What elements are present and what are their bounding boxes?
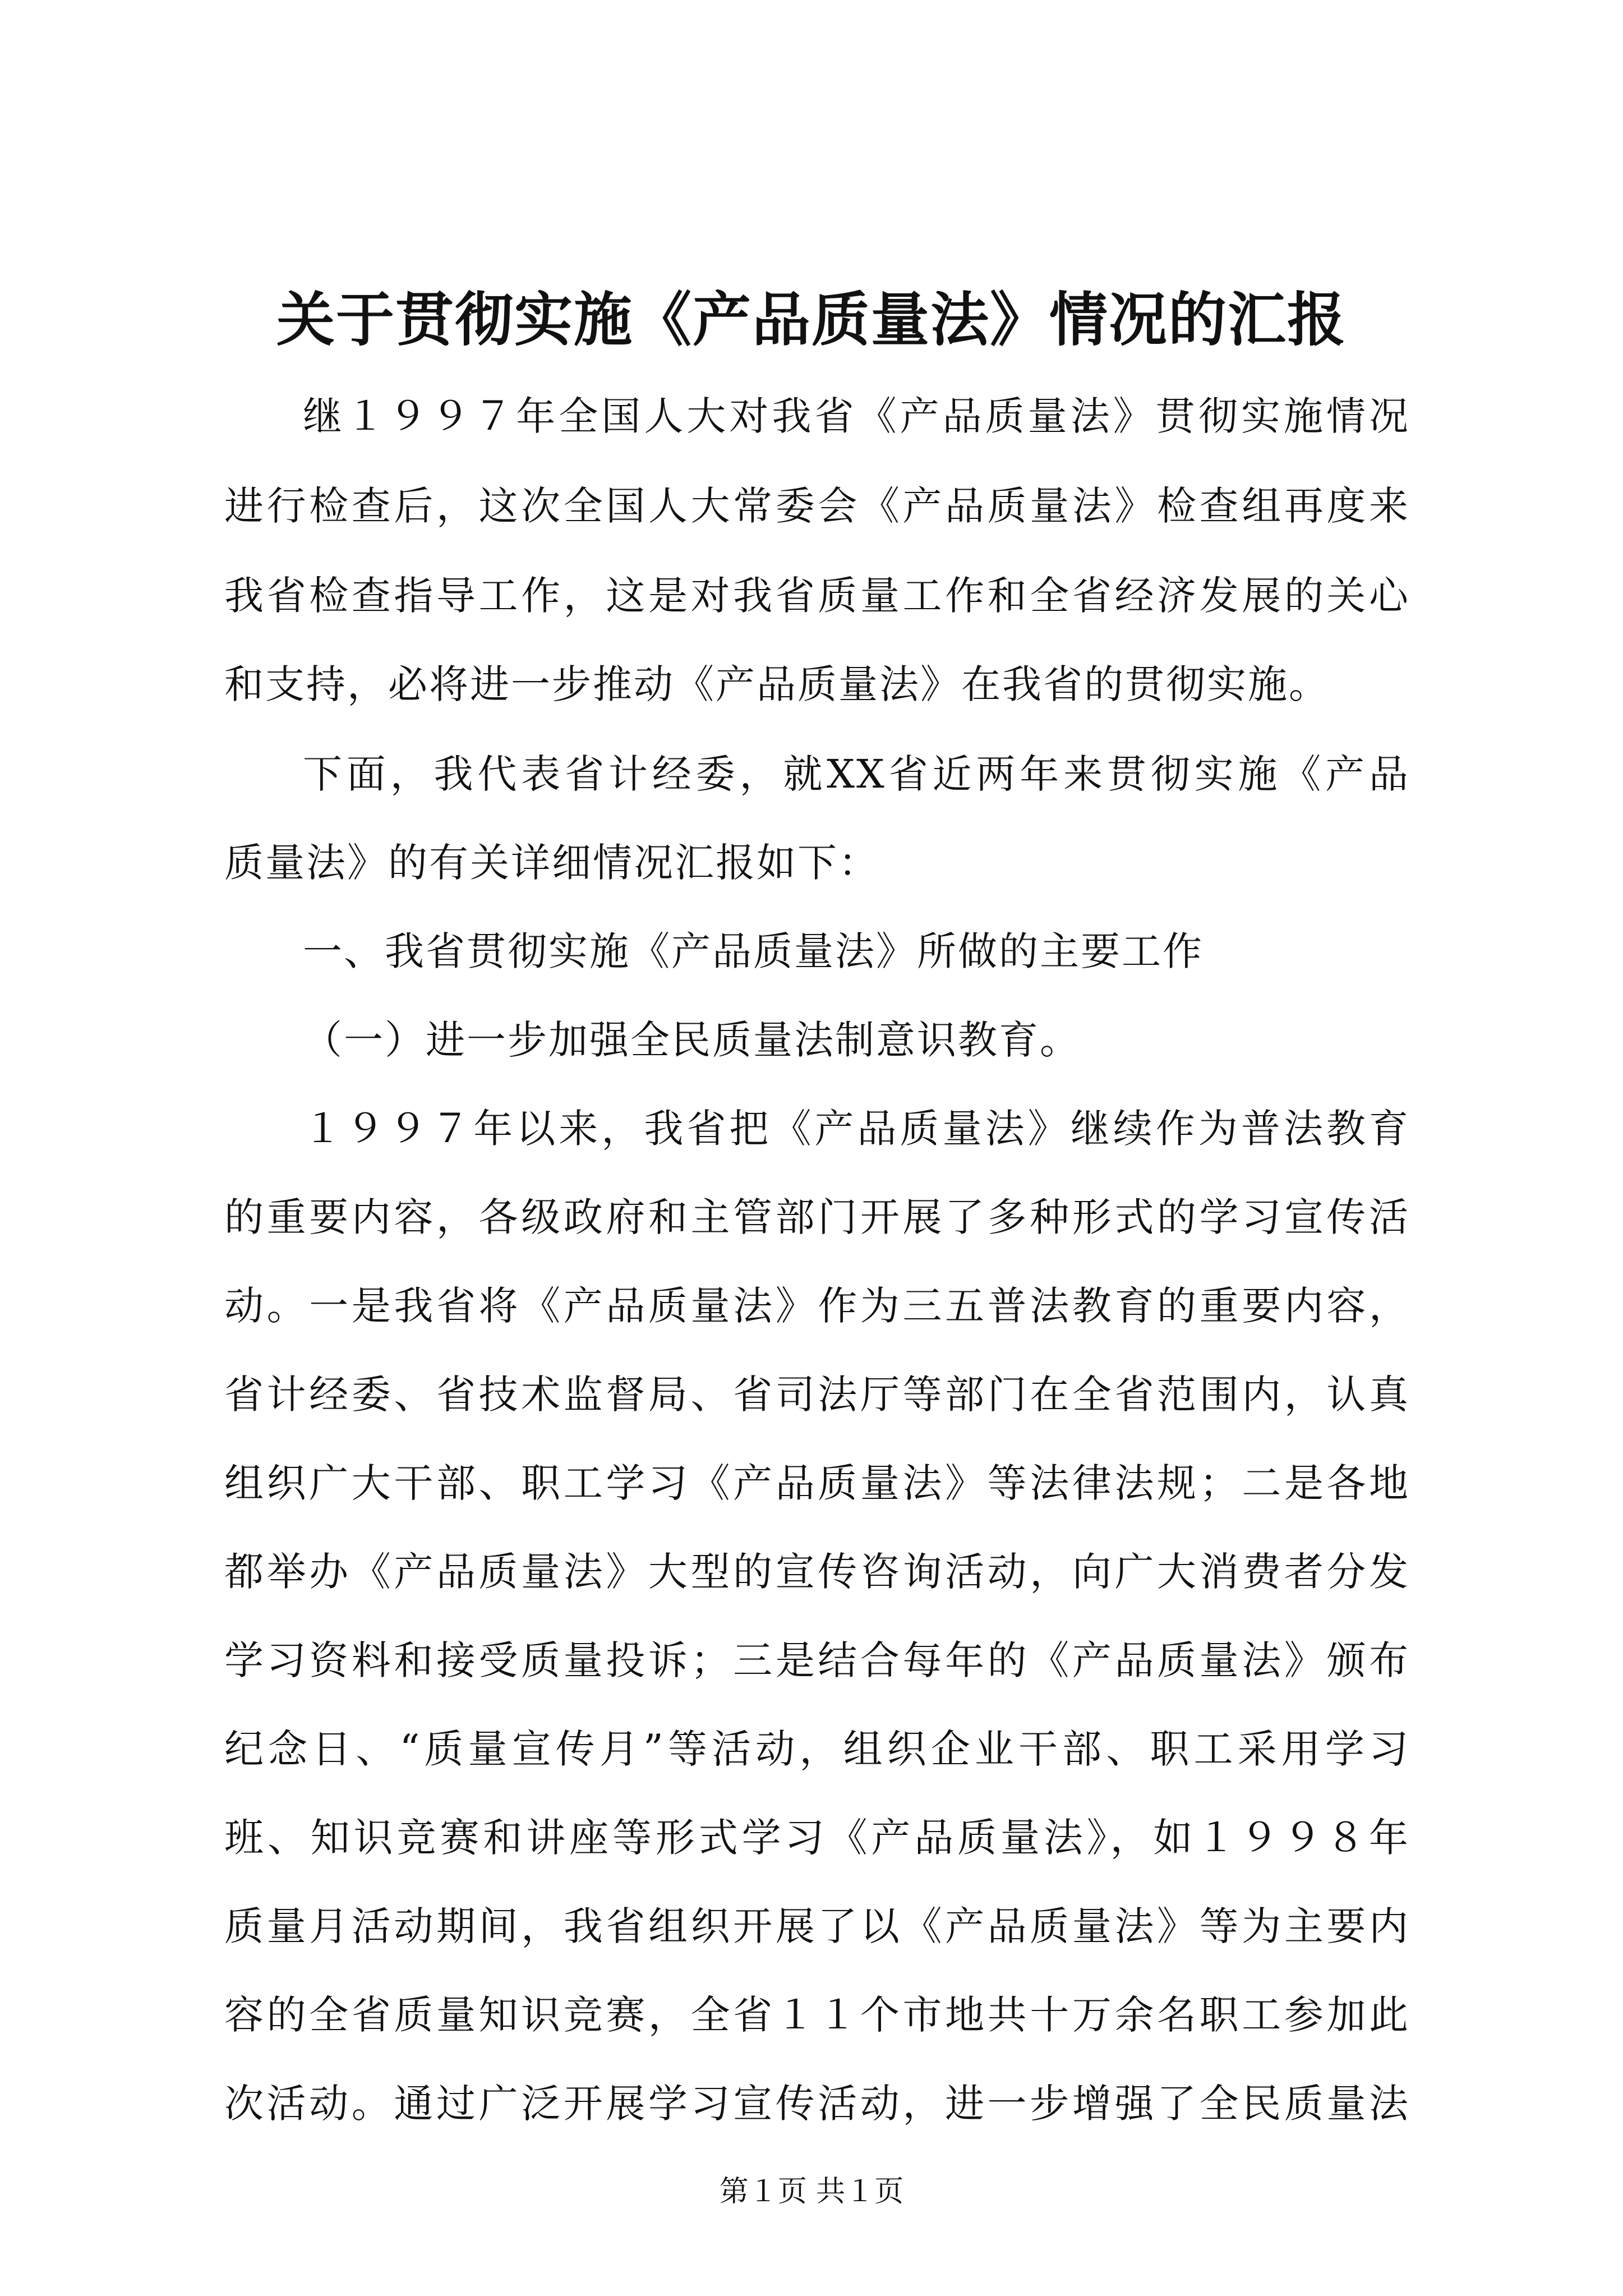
body-line: 班、知识竞赛和讲座等形式学习《产品质量法》，如１９９８年: [224, 1815, 1410, 1861]
body-line: 组织广大干部、职工学习《产品质量法》等法律法规；二是各地: [224, 1460, 1410, 1506]
body-line: 质量法》的有关详细情况汇报如下：: [224, 840, 879, 886]
body-line: 次活动。通过广泛开展学习宣传活动，进一步增强了全民质量法: [224, 2081, 1410, 2127]
subsection-heading: （一）进一步加强全民质量法制意识教育。: [303, 1017, 1081, 1063]
body-line: 省计经委、省技术监督局、省司法厅等部门在全省范围内，认真: [224, 1372, 1410, 1418]
body-line: 都举办《产品质量法》大型的宣传咨询活动，向广大消费者分发: [224, 1549, 1410, 1595]
body-line: 进行检查后，这次全国人大常委会《产品质量法》检查组再度来: [224, 483, 1410, 529]
body-line: 纪念日、“质量宣传月”等活动，组织企业干部、职工采用学习: [224, 1726, 1410, 1772]
body-line: 下面，我代表省计经委，就XX省近两年来贯彻实施《产品: [303, 751, 1410, 797]
body-line: 继１９９７年全国人大对我省《产品质量法》贯彻实施情况: [303, 393, 1410, 439]
page-number: 第１页 共１页: [719, 2175, 904, 2208]
body-line: 质量月活动期间，我省组织开展了以《产品质量法》等为主要内: [224, 1903, 1410, 1949]
body-line: 学习资料和接受质量投诉；三是结合每年的《产品质量法》颁布: [224, 1637, 1410, 1683]
body-line: 的重要内容，各级政府和主管部门开展了多种形式的学习宣传活: [224, 1194, 1410, 1240]
body-line: 我省检查指导工作，这是对我省质量工作和全省经济发展的关心: [224, 573, 1410, 619]
document-title: 关于贯彻实施《产品质量法》情况的汇报: [276, 285, 1347, 354]
body-line: 容的全省质量知识竞赛，全省１１个市地共十万余名职工参加此: [224, 1992, 1410, 2038]
body-line: １９９７年以来，我省把《产品质量法》继续作为普法教育: [303, 1106, 1410, 1152]
section-heading: 一、我省贯彻实施《产品质量法》所做的主要工作: [303, 928, 1204, 974]
body-line: 和支持，必将进一步推动《产品质量法》在我省的贯彻实施。: [224, 661, 1330, 707]
body-line: 动。一是我省将《产品质量法》作为三五普法教育的重要内容，: [224, 1283, 1410, 1329]
